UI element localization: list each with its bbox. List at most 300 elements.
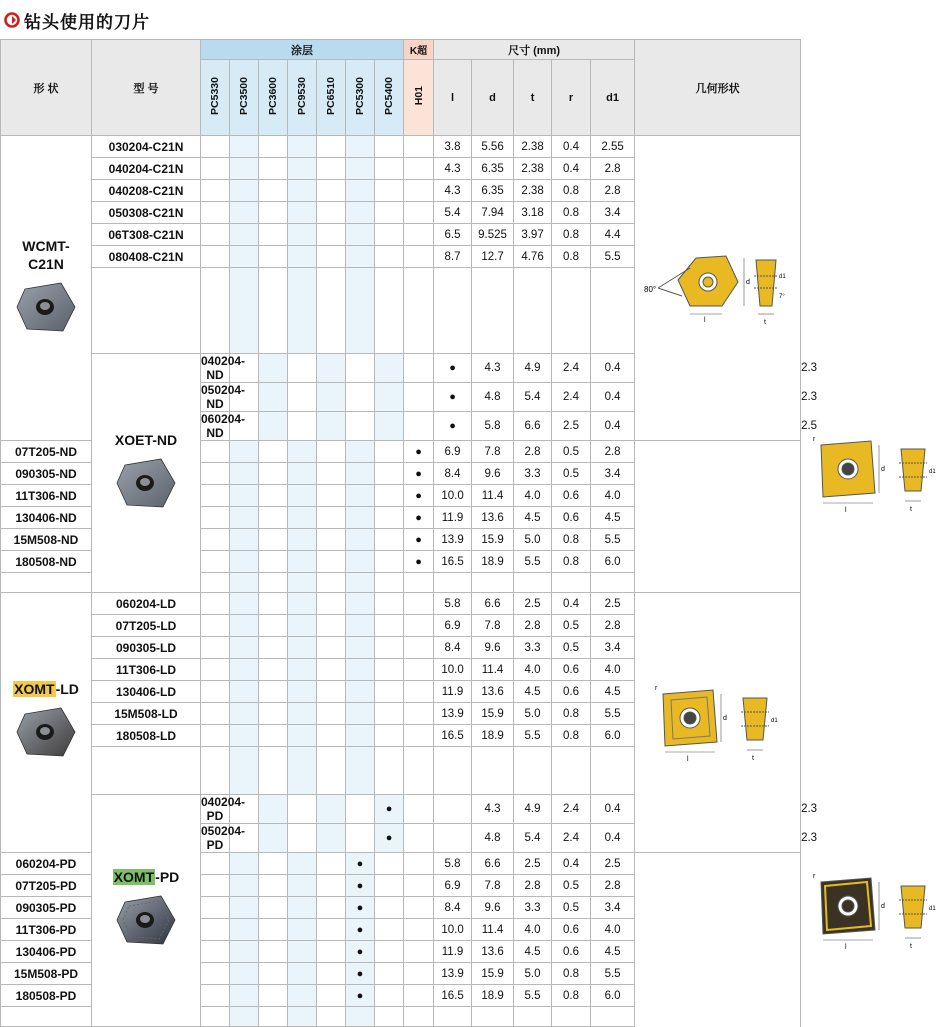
dim-d1-value: 5.5 bbox=[591, 963, 635, 985]
model-code: 15M508-PD bbox=[1, 963, 92, 985]
dim-l-value: 8.7 bbox=[434, 246, 472, 268]
dim-l-value: 4.3 bbox=[472, 354, 514, 383]
svg-text:7°: 7° bbox=[778, 294, 785, 300]
insert-geometry-diagram bbox=[643, 680, 793, 765]
dim-r-value: 0.4 bbox=[591, 824, 635, 853]
model-code: 180508-PD bbox=[1, 985, 92, 1007]
coating-cell bbox=[259, 441, 288, 463]
model-code: 060204-LD bbox=[92, 593, 201, 615]
dim-l-value: 16.5 bbox=[434, 551, 472, 573]
coating-cell bbox=[201, 963, 230, 985]
model-code: 060204-PD bbox=[1, 853, 92, 875]
dim-t-value: 5.0 bbox=[514, 529, 552, 551]
h01-cell bbox=[404, 615, 434, 637]
coating-cell bbox=[288, 180, 317, 202]
insert-geometry-diagram bbox=[801, 431, 951, 516]
insert-geometry-diagram bbox=[801, 868, 951, 953]
coating-cell bbox=[259, 485, 288, 507]
model-code: 050204-PD bbox=[201, 824, 246, 852]
coating-cell bbox=[230, 224, 259, 246]
dim-d1-value: 2.5 bbox=[591, 853, 635, 875]
table-row: XOET-ND 040204-ND ● 4.3 4.9 2.4 0.4 2.3 r d l d1 t bbox=[1, 354, 801, 383]
dim-l-value: 16.5 bbox=[434, 985, 472, 1007]
insert-photo bbox=[111, 453, 181, 513]
coating-cell bbox=[317, 246, 346, 268]
coating-cell bbox=[288, 485, 317, 507]
dim-d1-value: 4.0 bbox=[591, 659, 635, 681]
coating-col-pc9530: PC9530 bbox=[288, 60, 317, 136]
coating-cell bbox=[288, 725, 317, 747]
model-code: 040204-C21N bbox=[92, 158, 201, 180]
coating-cell bbox=[201, 136, 230, 158]
dim-d-value: 15.9 bbox=[472, 963, 514, 985]
dim-r-value: 0.6 bbox=[552, 681, 591, 703]
dim-r-value: 0.8 bbox=[552, 202, 591, 224]
dim-r-value: 0.8 bbox=[552, 963, 591, 985]
model-code: 06T308-C21N bbox=[92, 224, 201, 246]
insert-photo bbox=[111, 890, 181, 950]
coating-cell bbox=[201, 441, 230, 463]
h01-cell bbox=[404, 158, 434, 180]
coating-cell bbox=[259, 659, 288, 681]
h01-cell bbox=[404, 180, 434, 202]
coating-cell bbox=[317, 354, 346, 383]
dim-r-value: 0.8 bbox=[552, 725, 591, 747]
dim-col-d: d bbox=[472, 60, 514, 136]
h01-cell bbox=[404, 659, 434, 681]
coating-cell bbox=[317, 551, 346, 573]
dim-r-value: 0.8 bbox=[552, 246, 591, 268]
coating-cell bbox=[346, 593, 375, 615]
dim-d1-value: 4.5 bbox=[591, 941, 635, 963]
coating-cell bbox=[317, 875, 346, 897]
dim-r-value: 0.5 bbox=[552, 615, 591, 637]
coating-cell bbox=[375, 875, 404, 897]
dim-col-d1: d1 bbox=[591, 60, 635, 136]
dim-d-value: 7.8 bbox=[472, 441, 514, 463]
coating-cell bbox=[201, 463, 230, 485]
coating-cell bbox=[317, 659, 346, 681]
dim-t-value: 2.8 bbox=[514, 615, 552, 637]
dim-d1-value: 3.4 bbox=[591, 202, 635, 224]
coating-cell bbox=[201, 941, 230, 963]
coating-cell bbox=[317, 485, 346, 507]
insert-spec-table bbox=[0, 39, 936, 1027]
coating-cell bbox=[288, 412, 317, 441]
model-code: 11T306-LD bbox=[92, 659, 201, 681]
coating-cell bbox=[259, 136, 288, 158]
dim-r-value: 0.8 bbox=[552, 224, 591, 246]
dim-col-t: t bbox=[514, 60, 552, 136]
coating-cell bbox=[288, 529, 317, 551]
dim-d1-value: 5.5 bbox=[591, 246, 635, 268]
model-code: 130406-PD bbox=[1, 941, 92, 963]
model-code: 07T205-ND bbox=[1, 441, 92, 463]
dim-d1-value: 4.5 bbox=[591, 681, 635, 703]
coating-cell bbox=[230, 875, 259, 897]
dim-d1-value: 4.5 bbox=[591, 507, 635, 529]
dim-t-value: 4.76 bbox=[514, 246, 552, 268]
h01-cell bbox=[404, 246, 434, 268]
coating-cell bbox=[288, 824, 317, 853]
coating-cell bbox=[346, 529, 375, 551]
insert-shape-name: XOMT-PD bbox=[113, 869, 180, 885]
dim-d-value: 6.6 bbox=[514, 412, 552, 441]
model-code: 130406-LD bbox=[92, 681, 201, 703]
coating-cell bbox=[259, 875, 288, 897]
dim-d-value: 11.4 bbox=[472, 659, 514, 681]
dim-r-value: 0.5 bbox=[552, 463, 591, 485]
coating-cell bbox=[288, 795, 317, 824]
dim-l-value: 10.0 bbox=[434, 919, 472, 941]
coating-cell bbox=[201, 551, 230, 573]
coating-cell bbox=[288, 463, 317, 485]
coating-cell bbox=[259, 824, 288, 853]
coating-cell bbox=[317, 703, 346, 725]
coating-cell bbox=[346, 463, 375, 485]
dim-t-value: 2.4 bbox=[552, 383, 591, 412]
coating-cell bbox=[375, 441, 404, 463]
page-title-bar bbox=[0, 6, 150, 34]
header-model: 型 号 bbox=[92, 40, 201, 136]
model-code: 07T205-LD bbox=[92, 615, 201, 637]
coating-cell bbox=[230, 941, 259, 963]
h01-cell: ● bbox=[404, 551, 434, 573]
svg-text:l: l bbox=[703, 317, 706, 324]
coating-col-pc5330: PC5330 bbox=[201, 60, 230, 136]
dim-l-value: 6.9 bbox=[434, 441, 472, 463]
coating-cell bbox=[259, 681, 288, 703]
coating-cell: ● bbox=[346, 963, 375, 985]
coating-cell bbox=[230, 463, 259, 485]
coating-cell bbox=[288, 202, 317, 224]
dim-t-value: 2.5 bbox=[514, 853, 552, 875]
dim-l-value: 16.5 bbox=[434, 725, 472, 747]
dim-l-value: 5.8 bbox=[472, 412, 514, 441]
dim-t-value: 5.5 bbox=[514, 551, 552, 573]
model-code: 07T205-PD bbox=[1, 875, 92, 897]
model-code: 050204-ND bbox=[201, 383, 246, 411]
dim-d-value: 15.9 bbox=[472, 703, 514, 725]
svg-text:d1: d1 bbox=[929, 906, 936, 912]
svg-text:t: t bbox=[910, 505, 913, 513]
coating-cell bbox=[404, 354, 434, 383]
dim-d-value: 13.6 bbox=[472, 941, 514, 963]
dim-t-value: 4.5 bbox=[514, 681, 552, 703]
h01-cell bbox=[404, 202, 434, 224]
svg-text:d: d bbox=[881, 903, 885, 910]
h01-cell bbox=[404, 703, 434, 725]
dim-t-value: 5.0 bbox=[514, 963, 552, 985]
header-geometry: 几何形状 bbox=[635, 40, 801, 136]
dim-d1-value: 6.0 bbox=[591, 725, 635, 747]
coating-cell bbox=[288, 354, 317, 383]
h01-cell: ● bbox=[404, 529, 434, 551]
h01-cell: ● bbox=[404, 463, 434, 485]
coating-cell bbox=[288, 441, 317, 463]
coating-cell bbox=[230, 919, 259, 941]
coating-cell bbox=[201, 637, 230, 659]
h01-cell: ● bbox=[434, 354, 472, 383]
coating-cell bbox=[346, 441, 375, 463]
coating-cell bbox=[317, 615, 346, 637]
model-code: 11T306-PD bbox=[1, 919, 92, 941]
coating-cell bbox=[259, 919, 288, 941]
svg-text:t: t bbox=[751, 755, 754, 762]
dim-t-value: 2.4 bbox=[552, 354, 591, 383]
model-code: 180508-ND bbox=[1, 551, 92, 573]
coating-cell: ● bbox=[346, 853, 375, 875]
h01-cell bbox=[404, 136, 434, 158]
coating-cell bbox=[375, 383, 404, 412]
dim-d1-value: 3.4 bbox=[591, 463, 635, 485]
coating-cell bbox=[230, 180, 259, 202]
model-code: 050308-C21N bbox=[92, 202, 201, 224]
svg-text:d: d bbox=[745, 279, 750, 286]
coating-cell bbox=[317, 180, 346, 202]
dim-d-value: 5.4 bbox=[514, 383, 552, 412]
dim-d-value: 5.4 bbox=[514, 824, 552, 853]
coating-cell bbox=[201, 659, 230, 681]
coating-cell bbox=[201, 681, 230, 703]
dim-d-value: 11.4 bbox=[472, 485, 514, 507]
svg-text:d1: d1 bbox=[770, 718, 778, 724]
coating-cell bbox=[375, 853, 404, 875]
h01-cell bbox=[404, 224, 434, 246]
coating-cell bbox=[230, 246, 259, 268]
coating-cell bbox=[317, 795, 346, 824]
dim-l-value: 4.8 bbox=[472, 824, 514, 853]
coating-cell bbox=[375, 681, 404, 703]
coating-cell bbox=[317, 853, 346, 875]
svg-text:d1: d1 bbox=[929, 468, 936, 475]
dim-l-value: 11.9 bbox=[434, 681, 472, 703]
h01-cell bbox=[404, 963, 434, 985]
coating-cell bbox=[230, 637, 259, 659]
dim-r-value: 0.4 bbox=[591, 383, 635, 412]
coating-cell: ● bbox=[375, 824, 404, 853]
coating-cell bbox=[259, 180, 288, 202]
coating-cell bbox=[230, 615, 259, 637]
dim-l-value: 6.5 bbox=[434, 224, 472, 246]
coating-cell bbox=[288, 158, 317, 180]
dim-r-value: 0.8 bbox=[552, 703, 591, 725]
dim-r-value: 0.5 bbox=[552, 441, 591, 463]
dim-r-value: 0.4 bbox=[552, 593, 591, 615]
coating-cell bbox=[288, 897, 317, 919]
dim-l-value: 4.8 bbox=[472, 383, 514, 412]
coating-col-pc5300: PC5300 bbox=[346, 60, 375, 136]
h01-cell bbox=[404, 725, 434, 747]
dim-d1-value: 6.0 bbox=[591, 985, 635, 1007]
coating-cell bbox=[259, 202, 288, 224]
coating-cell bbox=[259, 354, 288, 383]
coating-cell bbox=[288, 136, 317, 158]
svg-text:80°: 80° bbox=[643, 285, 656, 294]
coating-cell bbox=[375, 224, 404, 246]
header-dimensions: 尺寸 (mm) bbox=[434, 40, 635, 60]
grade-col-h01: H01 bbox=[404, 60, 434, 136]
coating-cell bbox=[375, 703, 404, 725]
model-code: 040204-ND bbox=[201, 354, 246, 382]
coating-cell bbox=[346, 795, 375, 824]
dim-d1-value: 3.4 bbox=[591, 897, 635, 919]
svg-text:l: l bbox=[686, 756, 689, 763]
dim-r-value: 0.5 bbox=[552, 637, 591, 659]
dim-r-value: 0.4 bbox=[591, 354, 635, 383]
dim-d-value: 9.6 bbox=[472, 637, 514, 659]
model-code: 040204-PD bbox=[201, 795, 246, 823]
coating-cell bbox=[230, 897, 259, 919]
dim-l-value: 8.4 bbox=[434, 637, 472, 659]
coating-cell bbox=[201, 180, 230, 202]
dim-d1-value: 4.0 bbox=[591, 919, 635, 941]
coating-cell bbox=[317, 463, 346, 485]
coating-cell bbox=[201, 507, 230, 529]
coating-cell bbox=[259, 246, 288, 268]
coating-col-pc5400: PC5400 bbox=[375, 60, 404, 136]
dim-l-value: 10.0 bbox=[434, 485, 472, 507]
dim-t-value: 4.0 bbox=[514, 659, 552, 681]
dim-t-value: 2.5 bbox=[552, 412, 591, 441]
dim-t-value: 3.3 bbox=[514, 463, 552, 485]
coating-cell bbox=[346, 354, 375, 383]
coating-cell bbox=[259, 963, 288, 985]
model-code: 090305-LD bbox=[92, 637, 201, 659]
coating-cell bbox=[259, 412, 288, 441]
dim-l-value: 8.4 bbox=[434, 463, 472, 485]
dim-t-value: 2.8 bbox=[514, 875, 552, 897]
dim-d-value: 9.525 bbox=[472, 224, 514, 246]
coating-cell bbox=[288, 507, 317, 529]
coating-cell bbox=[259, 853, 288, 875]
dim-r-value: 0.6 bbox=[552, 507, 591, 529]
coating-cell bbox=[259, 529, 288, 551]
coating-cell bbox=[259, 897, 288, 919]
model-code: 090305-PD bbox=[1, 897, 92, 919]
coating-cell bbox=[201, 202, 230, 224]
coating-cell bbox=[288, 246, 317, 268]
wcmt-geometry-diagram bbox=[638, 248, 798, 328]
coating-cell bbox=[259, 224, 288, 246]
dim-l-value: 10.0 bbox=[434, 659, 472, 681]
h01-cell bbox=[404, 941, 434, 963]
coating-cell bbox=[375, 919, 404, 941]
dim-r-value: 0.4 bbox=[552, 158, 591, 180]
coating-cell bbox=[317, 637, 346, 659]
shape-cell bbox=[1, 136, 92, 441]
coating-cell bbox=[288, 615, 317, 637]
dim-d1-value: 2.5 bbox=[591, 593, 635, 615]
coating-cell bbox=[230, 485, 259, 507]
coating-cell bbox=[346, 703, 375, 725]
dim-t-value: 2.38 bbox=[514, 158, 552, 180]
coating-cell bbox=[201, 725, 230, 747]
dim-r-value: 0.4 bbox=[591, 795, 635, 824]
h01-cell: ● bbox=[404, 507, 434, 529]
coating-cell bbox=[317, 383, 346, 412]
coating-cell bbox=[288, 919, 317, 941]
dim-r-value: 0.6 bbox=[552, 919, 591, 941]
dim-l-value: 11.9 bbox=[434, 507, 472, 529]
model-code: 11T306-ND bbox=[1, 485, 92, 507]
dim-t-value: 3.3 bbox=[514, 637, 552, 659]
dim-d-value: 18.9 bbox=[472, 725, 514, 747]
coating-cell bbox=[346, 136, 375, 158]
dim-d1-value: 5.5 bbox=[591, 529, 635, 551]
svg-text:t: t bbox=[910, 943, 913, 950]
svg-text:r: r bbox=[813, 435, 816, 443]
h01-cell: ● bbox=[404, 485, 434, 507]
coating-cell bbox=[346, 180, 375, 202]
coating-cell bbox=[404, 795, 434, 824]
dim-t-value: 2.8 bbox=[514, 441, 552, 463]
coating-cell bbox=[317, 897, 346, 919]
dim-t-value: 2.38 bbox=[514, 180, 552, 202]
svg-text:t: t bbox=[763, 319, 766, 326]
coating-cell bbox=[259, 507, 288, 529]
insert-shape-name: XOMT-LD bbox=[14, 681, 79, 697]
dim-t-value: 2.4 bbox=[552, 824, 591, 853]
dim-d-value: 11.4 bbox=[472, 919, 514, 941]
table-row: XOMT-PD 040204-PD ● 4.3 4.9 2.4 0.4 2.3 r d l d1 t bbox=[1, 795, 801, 824]
dim-t-value: 4.0 bbox=[514, 919, 552, 941]
dim-l-value: 5.8 bbox=[434, 853, 472, 875]
dim-d-value: 4.9 bbox=[514, 354, 552, 383]
dim-r-value: 0.8 bbox=[552, 180, 591, 202]
model-code: 180508-LD bbox=[92, 725, 201, 747]
coating-cell bbox=[375, 529, 404, 551]
coating-cell bbox=[375, 897, 404, 919]
dim-r-value: 0.4 bbox=[552, 136, 591, 158]
shape-cell bbox=[92, 354, 201, 593]
coating-cell bbox=[375, 615, 404, 637]
coating-cell bbox=[259, 551, 288, 573]
coating-cell bbox=[230, 985, 259, 1007]
coating-cell bbox=[346, 637, 375, 659]
dim-d-value: 6.6 bbox=[472, 593, 514, 615]
svg-text:d: d bbox=[722, 715, 727, 722]
coating-cell bbox=[317, 224, 346, 246]
coating-cell bbox=[201, 919, 230, 941]
dim-l-value: 8.4 bbox=[434, 897, 472, 919]
coating-cell bbox=[230, 441, 259, 463]
coating-cell bbox=[375, 180, 404, 202]
header-shape: 形 状 bbox=[1, 40, 92, 136]
coating-cell bbox=[288, 551, 317, 573]
coating-cell bbox=[288, 593, 317, 615]
coating-cell bbox=[317, 441, 346, 463]
coating-cell bbox=[201, 593, 230, 615]
model-code: 030204-C21N bbox=[92, 136, 201, 158]
coating-cell bbox=[346, 202, 375, 224]
header-grade-k: K超 bbox=[404, 40, 434, 60]
coating-cell bbox=[230, 202, 259, 224]
coating-cell: ● bbox=[375, 795, 404, 824]
coating-cell bbox=[346, 158, 375, 180]
dim-d-value: 7.8 bbox=[472, 875, 514, 897]
dim-t-value: 4.5 bbox=[514, 941, 552, 963]
coating-cell bbox=[259, 941, 288, 963]
dim-d-value: 12.7 bbox=[472, 246, 514, 268]
dim-l-value: 3.8 bbox=[434, 136, 472, 158]
dim-r-value: 0.5 bbox=[552, 897, 591, 919]
model-code: 040208-C21N bbox=[92, 180, 201, 202]
h01-cell bbox=[434, 824, 472, 853]
coating-cell bbox=[346, 383, 375, 412]
coating-cell bbox=[230, 158, 259, 180]
svg-text:d1: d1 bbox=[778, 274, 786, 280]
